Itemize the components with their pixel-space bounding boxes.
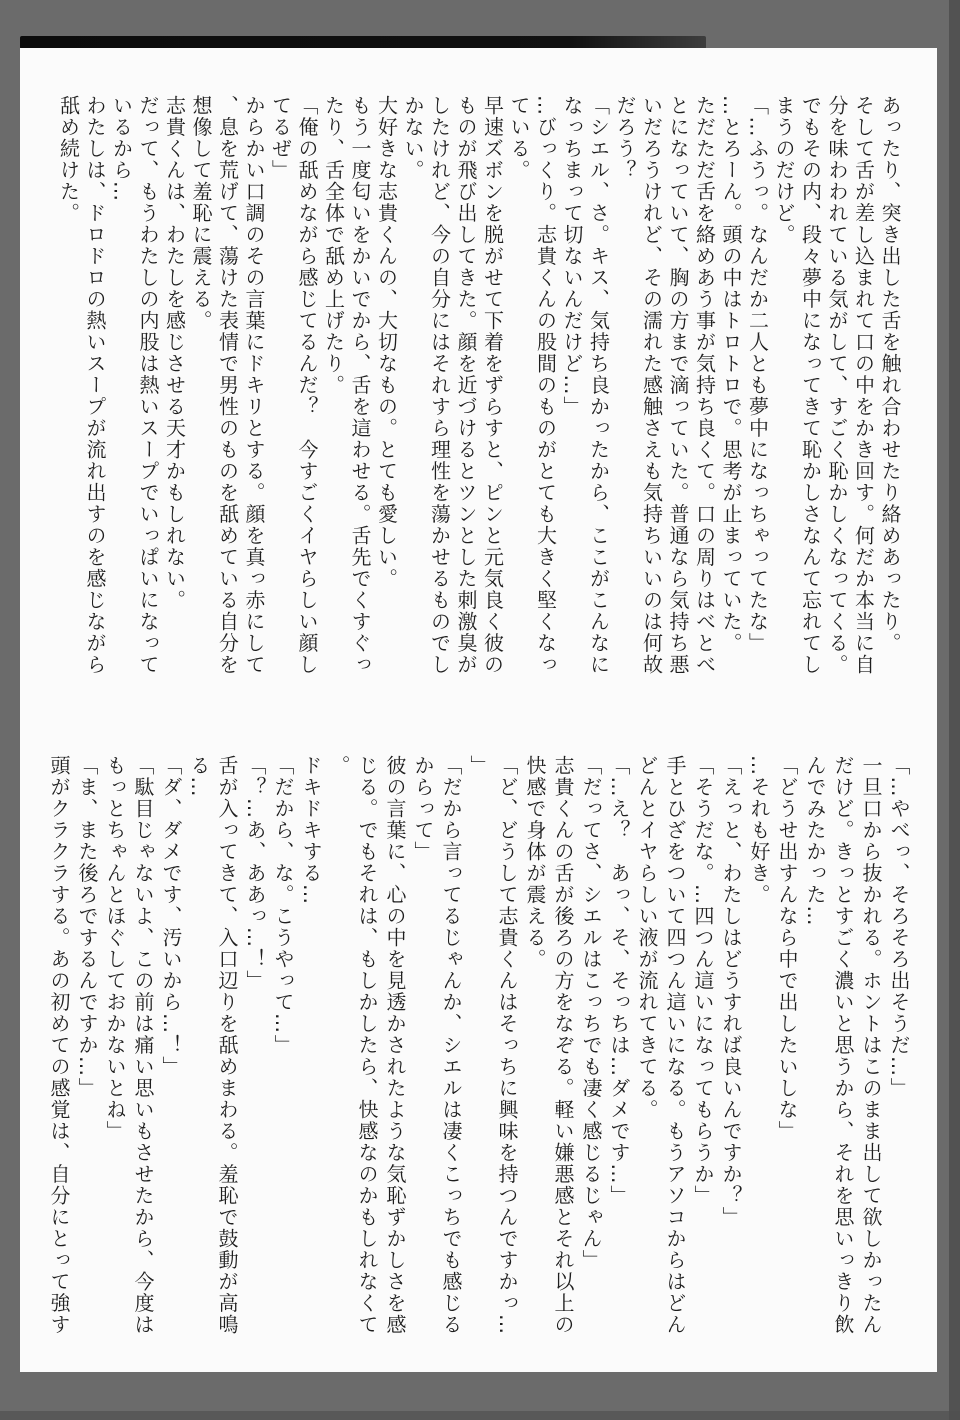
text-line: 「ダ、ダメです、汚いから…！」	[159, 755, 183, 1078]
text-line: 志貴くんは、わたしを感じさせる天才かもしれない。	[162, 95, 187, 611]
text-line: 「？…あ、ああっ…！」	[243, 755, 267, 992]
text-line: ただただ舌を絡めあう事が気持ち良くて。口の周りはべとべ	[692, 95, 717, 676]
text-line: る…	[187, 755, 211, 798]
text-line: たり、舌全体で舐め上げたり。	[321, 95, 346, 396]
text-line: からかい口調のその言葉にドキリとする。顔を真っ赤にして	[242, 95, 266, 676]
text-line: …びっくり。志貴くんの股間のものがとても大きく堅くなっ	[533, 95, 558, 676]
text-line: かない。	[401, 95, 425, 181]
text-line: とになっていて、胸の方まで滴っていた。普通なら気持ち悪	[666, 95, 690, 676]
text-line: からって」	[411, 755, 435, 863]
scan-edge-shadow-right	[949, 0, 960, 1420]
scan-edge-shadow-bottom	[0, 1411, 960, 1420]
text-line: 快感で身体が震える。	[523, 755, 547, 970]
text-line: 一旦口から抜かれる。ホントはこのまま出して欲しかったん	[859, 755, 883, 1336]
text-line: どんとイヤらしい液が流れてきてる。	[635, 755, 659, 1121]
text-line: 「シエル、さ。キス、気持ち良かったから、ここがこんなに	[586, 95, 611, 676]
text-line: まうのだけど。	[772, 95, 796, 246]
text-line: 「…やべっ、そろそろ出そうだ…」	[887, 755, 911, 1099]
text-line: なっちまって切ないんだけど…」	[560, 95, 584, 418]
text-line: 「えっと、わたしはどうすれば良いんですか？」	[719, 755, 743, 1228]
text-line: じる。でもそれは、もしかしたら、快感なのかもしれなくて	[355, 755, 379, 1336]
text-line: ものが飛び出してきた。顔を近づけるとツンとした刺激臭が	[454, 95, 478, 676]
text-line: …とろーん。頭の中はトロトロで。思考が止まっていた。	[719, 95, 743, 654]
page-paper	[20, 48, 937, 1372]
text-line: したけれど、今の自分にはそれすら理性を蕩かせるものでし	[427, 95, 452, 676]
text-line: 」	[467, 755, 491, 777]
text-line: 「だってさ、シエルはこっちでも凄く感じるじゃん」	[579, 755, 603, 1271]
text-line: んでみたかった…	[803, 755, 827, 927]
text-line: わたしは、ドロドロの熱いスープが流れ出すのを感じながら	[83, 95, 107, 676]
text-line: 、息を荒げて、蕩けた表情で男性のものを舐めている自分を	[215, 95, 240, 676]
text-line: でもその内、段々夢中になってきて恥かしさなんて忘れてし	[798, 95, 823, 676]
text-line: 舐め続けた。	[56, 95, 81, 224]
text-line: 「どうせ出すんなら中で出したいしな」	[775, 755, 799, 1142]
text-line: 大好きな志貴くんの、大切なもの。とても愛しい。	[374, 95, 399, 590]
text-line: だろう？	[613, 95, 637, 181]
text-line: もう一度匂いをかいでから、舌を這わせる。舌先でくすぐっ	[348, 95, 372, 676]
text-block-bottom	[45, 755, 913, 1360]
text-line: 。	[327, 755, 351, 777]
text-block-top	[53, 95, 903, 713]
text-line: だって、もうわたしの内股は熱いスープでいっぱいになって	[136, 95, 160, 676]
text-line: 「ま、また後ろでするんですか…」	[75, 755, 99, 1099]
text-line: 「だから、な。こうやって…」	[271, 755, 295, 1056]
text-line: そして舌が差し込まれて口の中をかき回す。何だか本当に自	[851, 95, 876, 676]
text-line: 頭がクラクラする。あの初めての感覚は、自分にとって強す	[47, 755, 71, 1336]
text-line: あったり、突き出した舌を触れ合わせたり絡めあったり。	[878, 95, 902, 654]
text-line: 志貴くんの舌が後ろの方をなぞる。軽い嫌悪感とそれ以上の	[551, 755, 575, 1336]
text-line: 「だから言ってるじゃんか、シエルは凄くこっちでも感じる	[439, 755, 463, 1336]
text-line: 「駄目じゃないよ、この前は痛い思いもさせたから、今度は	[131, 755, 155, 1336]
text-line: 分を味わわれている気がして、すごく恥かしくなってくる。	[825, 95, 849, 676]
text-line: 「ど、どうして志貴くんはそっちに興味を持つんですかっ…	[495, 755, 519, 1336]
text-line: 「そうだな。…四つん這いになってもらうか」	[691, 755, 715, 1207]
text-line: ドキドキする…	[299, 755, 323, 906]
text-line: 舌が入ってきて、入口辺りを舐めまわる。羞恥で鼓動が高鳴	[215, 755, 239, 1336]
text-line: ている。	[507, 95, 531, 181]
text-line: いだろうけれど、その濡れた感触さえも気持ちいいのは何故	[639, 95, 664, 676]
text-line: 「…え？ あっ、そ、そっちは…ダメです…」	[607, 755, 631, 1207]
text-line: 彼の言葉に、心の中を見透かされたような気恥ずかしさを感	[383, 755, 407, 1336]
text-line: 「…ふうっ。なんだか二人とも夢中になっちゃってたな」	[745, 95, 770, 654]
text-line: 想像して羞恥に震える。	[189, 95, 213, 332]
text-line: てるぜ」	[268, 95, 293, 181]
text-line: いるから…	[109, 95, 134, 203]
text-line: もっとちゃんとほぐしておかないとね」	[103, 755, 127, 1142]
text-line: 「俺の舐めながら感じてるんだ？ 今すごくイヤらしい顔し	[295, 95, 319, 676]
text-line: だけど。きっとすごく濃いと思うから、それを思いっきり飲	[831, 755, 855, 1336]
text-line: …それも好き。	[747, 755, 771, 906]
text-line: 早速ズボンを脱がせて下着をずらすと、ピンと元気良く彼の	[480, 95, 505, 676]
text-line: 手とひざをついて四つん這いになる。もうアソコからはどん	[663, 755, 687, 1336]
